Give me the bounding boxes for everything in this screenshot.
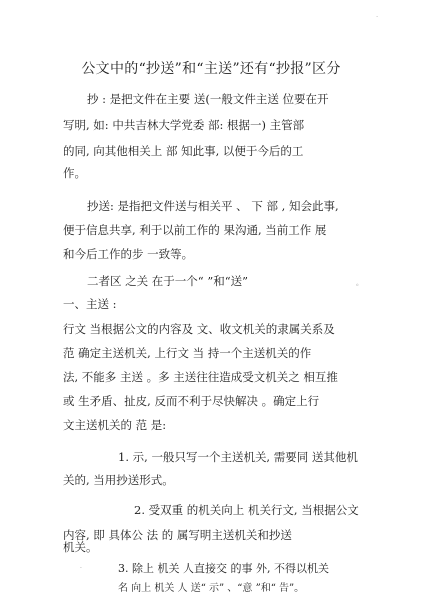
text-line: 抄 : 是把文件在主要 送(一般文件主送 位要在开: [87, 92, 329, 106]
text-line: 3. 除上 机关 人直接交 的事 外, 不得以机关: [118, 562, 329, 575]
text-line: 机关。: [63, 540, 98, 554]
text-line: 内容, 即 具体公 法 的 属写明主送机关和抄送: [63, 528, 292, 542]
stray-mark: 。: [356, 279, 363, 287]
text-line: 或 生矛盾、扯皮, 反而不利于尽快解决 。确定上行: [63, 394, 320, 408]
text-line: 的同, 向其他相关上 部 知此事, 以便于今后的工: [63, 144, 304, 158]
text-line: 文主送机关的 范 是:: [63, 418, 167, 432]
text-line: 范 确定主送机关, 上行文 当 持一个主送机关的作: [63, 346, 312, 360]
text-line: 抄送: 是指把文件送与相关平 、 下 部 , 知会此事,: [87, 199, 339, 213]
text-line: 法, 不能多 主送 。多 主送往往造成受文机关之 相互推: [63, 370, 338, 384]
section-heading: 一、主送 :: [63, 297, 117, 311]
text-line: 作。: [63, 166, 86, 180]
text-line: 和今后工作的步 一致等。: [63, 247, 194, 261]
text-line: 名 向上 机关 人 送“ 示” 、“意 ”和“ 告”。: [118, 583, 305, 594]
corner-mark: ·: [376, 14, 378, 21]
text-line: 行文 当根据公文的内容及 文、收文机关的隶属关系及: [63, 322, 335, 336]
text-line: 便于信息共享, 利于以前工作的 果沟通, 当前工作 展: [63, 223, 327, 237]
page-title: 公文中的“抄送”和“主送”还有“抄报”区分: [81, 61, 341, 77]
footer-mark: ·: [80, 565, 82, 572]
text-line: 2. 受双重 的机关向上 机关行文, 当根据公文: [134, 503, 359, 517]
text-line: 1. 示, 一般只写一个主送机关, 需要同 送其他机: [118, 450, 358, 464]
text-line: 写明, 如: 中共吉林大学党委 部: 根据一) 主管部: [63, 118, 305, 132]
text-line: 二者区 之关 在于一个“ ”和“送”: [87, 274, 248, 288]
text-line: 关的, 当用抄送形式。: [63, 473, 174, 487]
